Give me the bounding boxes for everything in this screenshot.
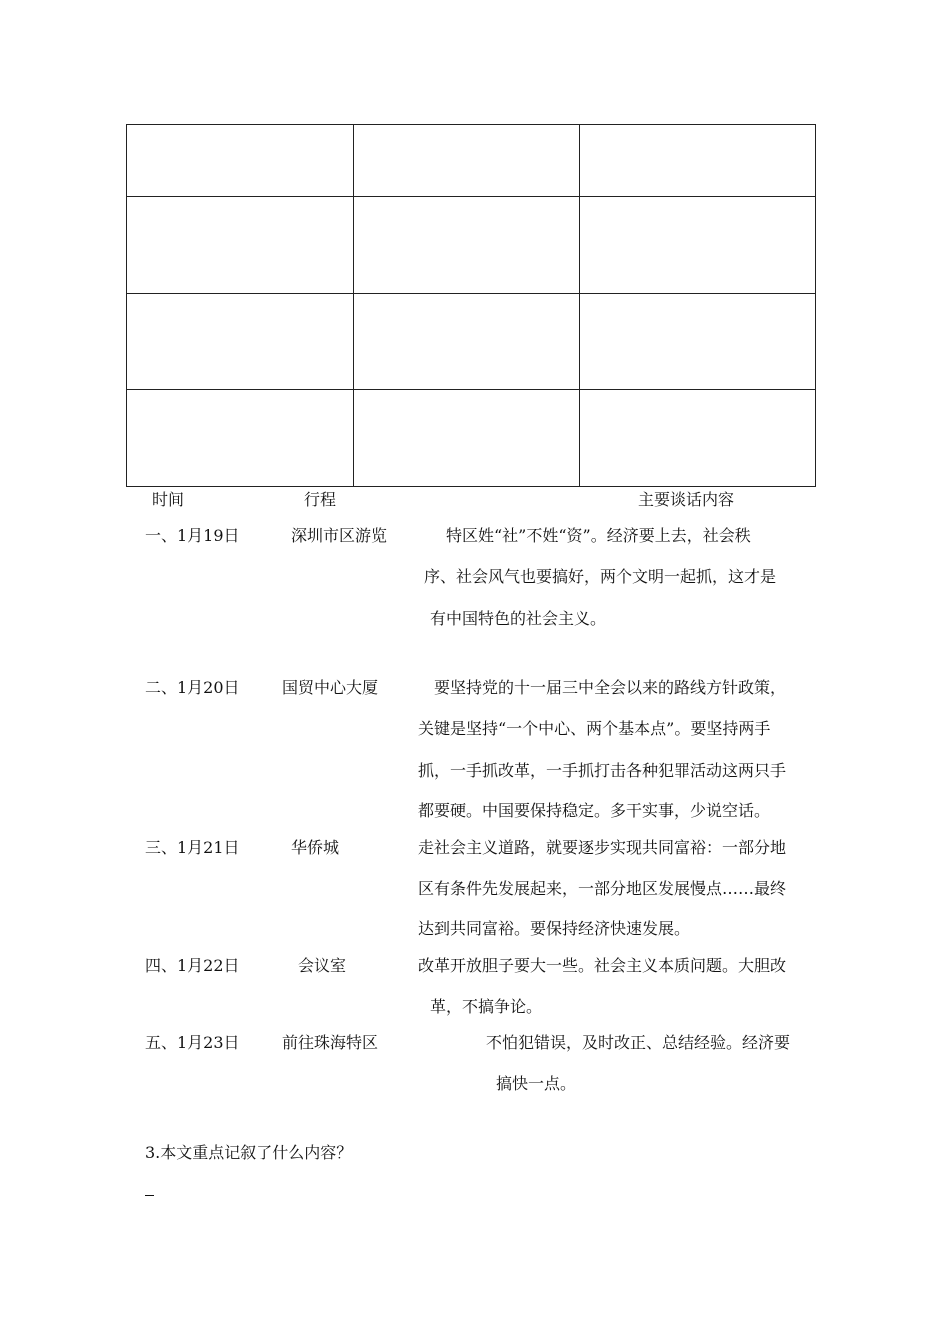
row-content-line: 革，不搞争论。: [430, 997, 543, 1016]
header-time: 时间: [152, 490, 185, 509]
row-content-line: 序、社会风气也要搞好，两个文明一起抓，这才是: [424, 567, 777, 586]
row-place: 华侨城: [291, 838, 340, 857]
row-date: 一、1月19日: [145, 526, 240, 545]
question-text: 3.本文重点记叙了什么内容？: [145, 1143, 353, 1162]
row-place: 前往珠海特区: [282, 1033, 379, 1052]
row-content-line: 有中国特色的社会主义。: [430, 609, 607, 628]
table-cell[interactable]: [354, 197, 580, 294]
row-content-line: 关键是坚持“一个中心、两个基本点”。要坚持两手: [418, 719, 771, 738]
row-content-line: 达到共同富裕。要保持经济快速发展。: [418, 919, 691, 938]
row-content-line: 不怕犯错误，及时改正、总结经验。经济要: [486, 1033, 791, 1052]
row-content-line: 都要硬。中国要保持稳定。多干实事，少说空话。: [418, 801, 771, 820]
empty-answer-table: [126, 124, 816, 487]
header-route: 行程: [304, 490, 337, 509]
table-cell[interactable]: [580, 197, 816, 294]
row-date: 四、1月22日: [145, 956, 240, 975]
table-cell[interactable]: [580, 390, 816, 487]
row-place: 深圳市区游览: [291, 526, 388, 545]
row-content-line: 搞快一点。: [496, 1074, 577, 1093]
table-cell[interactable]: [354, 125, 580, 197]
row-date: 三、1月21日: [145, 838, 240, 857]
row-content-line: 要坚持党的十一届三中全会以来的路线方针政策，: [434, 678, 787, 697]
table-cell[interactable]: [354, 390, 580, 487]
table-cell[interactable]: [580, 125, 816, 197]
row-content-line: 抓，一手抓改革，一手抓打击各种犯罪活动这两只手: [418, 761, 787, 780]
row-date: 二、1月20日: [145, 678, 240, 697]
row-content-line: 区有条件先发展起来，一部分地区发展慢点……最终: [418, 879, 787, 898]
table-cell[interactable]: [354, 294, 580, 390]
row-date: 五、1月23日: [145, 1033, 240, 1052]
row-place: 会议室: [298, 956, 347, 975]
row-content-line: 走社会主义道路，就要逐步实现共同富裕：一部分地: [418, 838, 787, 857]
answer-line[interactable]: [145, 1195, 154, 1196]
row-place: 国贸中心大厦: [282, 678, 379, 697]
table-cell[interactable]: [127, 390, 354, 487]
table-cell[interactable]: [127, 197, 354, 294]
table-cell[interactable]: [580, 294, 816, 390]
header-content: 主要谈话内容: [638, 490, 735, 509]
row-content-line: 改革开放胆子要大一些。社会主义本质问题。大胆改: [418, 956, 787, 975]
table-cell[interactable]: [127, 125, 354, 197]
table-cell[interactable]: [127, 294, 354, 390]
row-content-line: 特区姓“社”不姓“资”。经济要上去，社会秩: [446, 526, 751, 545]
